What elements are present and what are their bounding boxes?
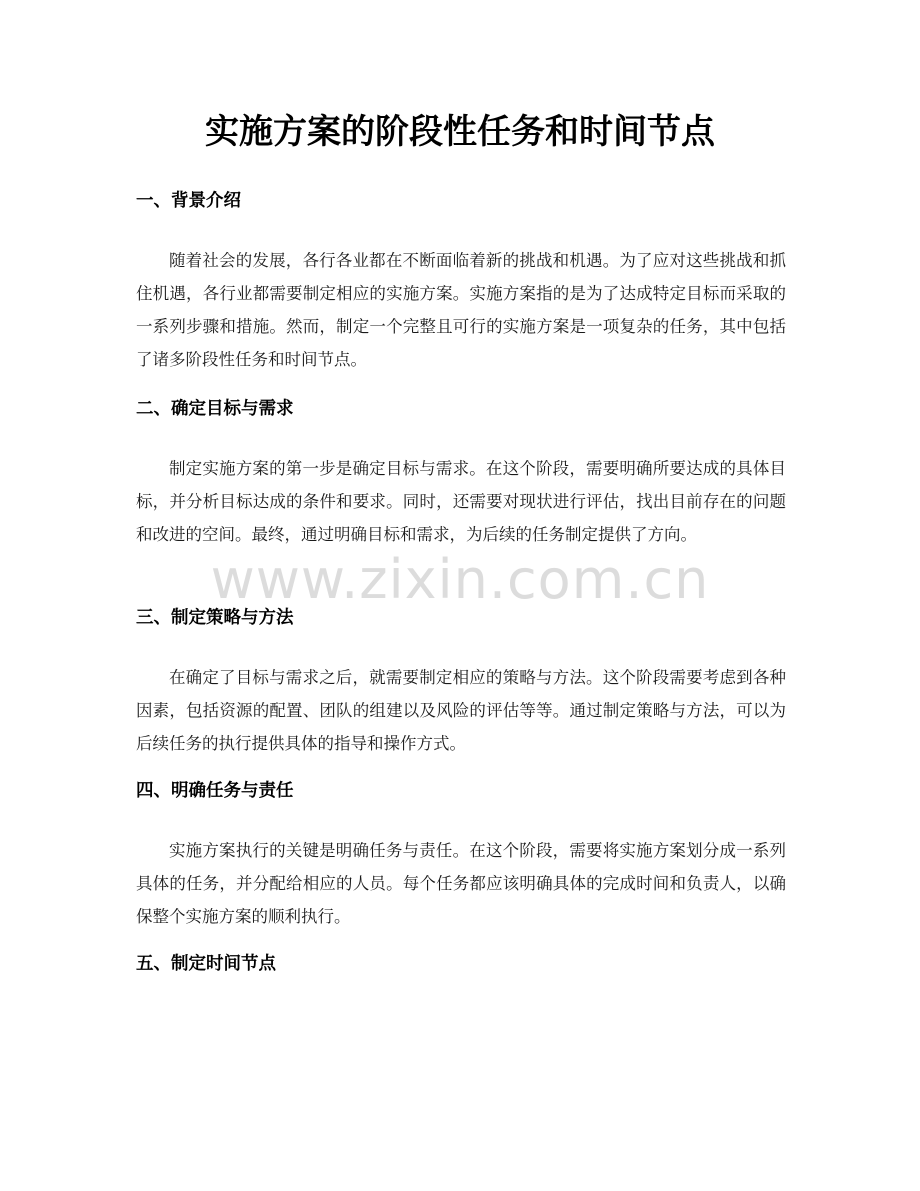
section-heading: 一、背景介绍 bbox=[136, 191, 241, 211]
watermark-text: www.zixin.com.cn bbox=[210, 548, 710, 611]
section-tasks-responsibilities bbox=[136, 778, 786, 933]
section-paragraph: 随着社会的发展，各行各业都在不断面临着新的挑战和机遇。为了应对这些挑战和抓住机遇，各行业都需要制定相应的实施方案。实施方案指的是为了达成特定目标而采取的一系列步骤和措施。然而，制定一个完整且可行的实施方案是一项复杂的任务，其中包括了诸多阶段性任务和时间节点。 bbox=[136, 251, 786, 369]
section-paragraph: 实施方案执行的关键是明确任务与责任。在这个阶段，需要将实施方案划分成一系列具体的任务，并分配给相应的人员。每个任务都应该明确具体的完成时间和负责人，以确保整个实施方案的顺利执行。 bbox=[136, 841, 786, 926]
section-heading: 三、制定策略与方法 bbox=[136, 608, 294, 628]
section-paragraph: 在确定了目标与需求之后，就需要制定相应的策略与方法。这个阶段需要考虑到各种因素，包括资源的配置、团队的组建以及风险的评估等等。通过制定策略与方法，可以为后续任务的执行提供具体的指导和操作方式。 bbox=[136, 668, 786, 753]
section-goals-requirements bbox=[136, 396, 786, 551]
section-heading: 二、确定目标与需求 bbox=[136, 399, 294, 419]
section-background bbox=[136, 188, 786, 376]
section-paragraph: 制定实施方案的第一步是确定目标与需求。在这个阶段，需要明确所要达成的具体目标，并分析目标达成的条件和要求。同时，还需要对现状进行评估，找出目前存在的问题和改进的空间。最终，通过明确目标和需求，为后续的任务制定提供了方向。 bbox=[136, 459, 786, 544]
section-time-nodes bbox=[136, 951, 786, 977]
section-heading: 四、明确任务与责任 bbox=[136, 781, 294, 801]
section-strategy-methods bbox=[136, 605, 786, 760]
document-title: 实施方案的阶段性任务和时间节点 bbox=[205, 112, 715, 152]
section-heading: 五、制定时间节点 bbox=[136, 954, 276, 974]
